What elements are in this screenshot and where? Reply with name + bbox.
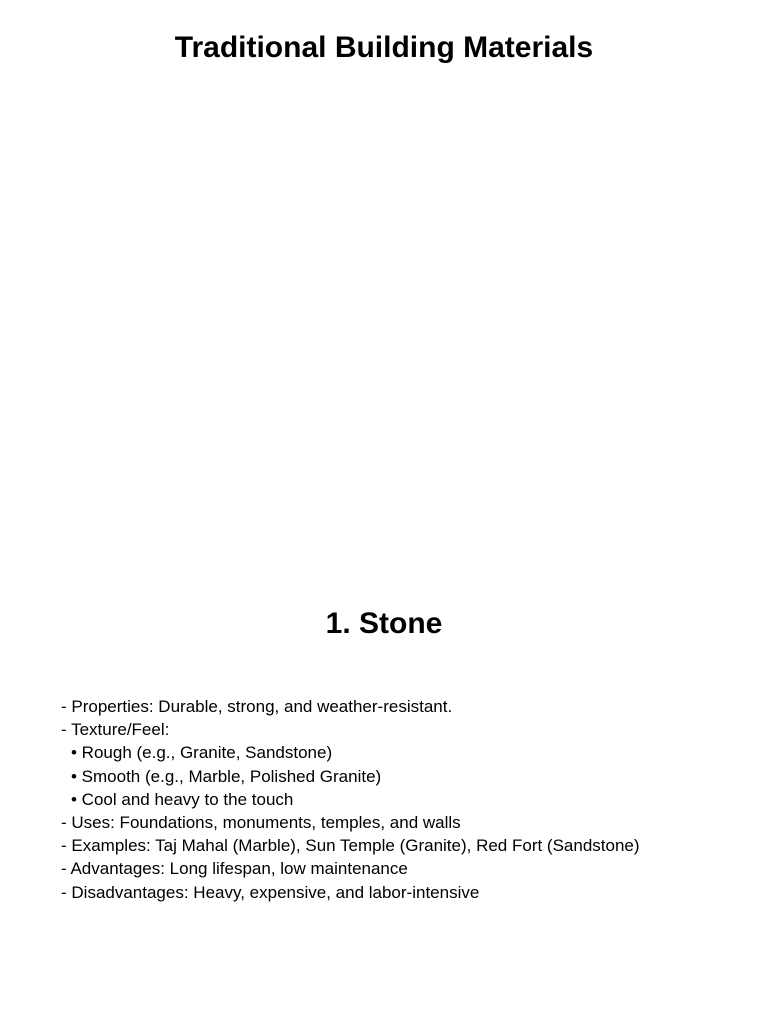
list-item-texture-feel: - Texture/Feel: [61, 720, 170, 740]
stone-details-list [61, 695, 741, 904]
list-item-advantages: - Advantages: Long lifespan, low maintenance [61, 859, 408, 879]
list-item-uses: - Uses: Foundations, monuments, temples, and walls [61, 813, 461, 833]
list-subitem-smooth: • Smooth (e.g., Marble, Polished Granite) [71, 766, 382, 786]
page-title: Traditional Building Materials [174, 31, 594, 64]
list-item-properties: - Properties: Durable, strong, and weather-resistant. [61, 697, 453, 716]
list-item-disadvantages: - Disadvantages: Heavy, expensive, and labor-intensive [61, 882, 480, 902]
list-subitem-rough: • Rough (e.g., Granite, Sandstone) [71, 743, 333, 763]
list-subitem-cool-heavy: • Cool and heavy to the touch [71, 789, 294, 809]
section-heading-stone: 1. Stone [325, 607, 443, 640]
list-item-examples: - Examples: Taj Mahal (Marble), Sun Temple (Granite), Red Fort (Sandstone) [61, 836, 640, 856]
